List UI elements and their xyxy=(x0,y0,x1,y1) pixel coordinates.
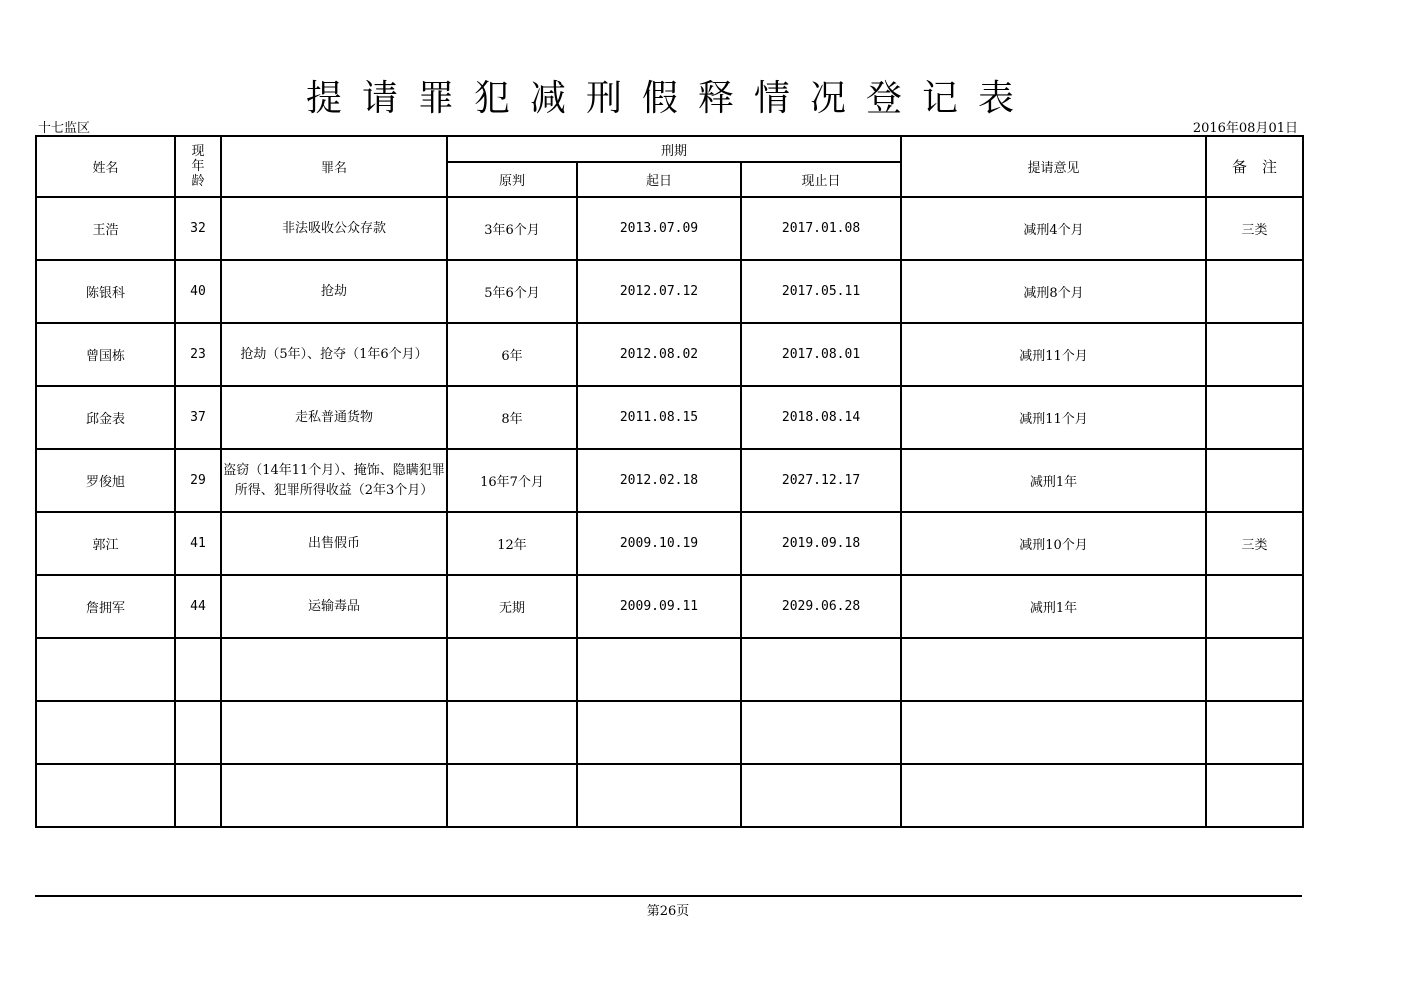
cell-note xyxy=(1206,764,1303,827)
cell-note xyxy=(1206,575,1303,638)
cell-end: 2017.08.01 xyxy=(741,323,901,386)
cell-name: 陈银科 xyxy=(36,260,175,323)
table-row xyxy=(36,260,1303,323)
prison-unit: 十七监区 xyxy=(38,121,91,136)
header-note: 备 注 xyxy=(1206,136,1303,197)
cell-age xyxy=(175,638,221,701)
cell-note xyxy=(1206,386,1303,449)
cell-original xyxy=(447,701,577,764)
cell-crime: 出售假币 xyxy=(221,512,447,575)
cell-original: 8年 xyxy=(447,386,577,449)
cell-end: 2019.09.18 xyxy=(741,512,901,575)
cell-opinion: 减刑11个月 xyxy=(901,386,1206,449)
header-age xyxy=(175,136,221,197)
cell-end: 2017.05.11 xyxy=(741,260,901,323)
cell-original: 无期 xyxy=(447,575,577,638)
cell-original xyxy=(447,638,577,701)
cell-name: 郭江 xyxy=(36,512,175,575)
table-row xyxy=(36,512,1303,575)
cell-start: 2009.10.19 xyxy=(577,512,741,575)
cell-age: 29 xyxy=(175,449,221,512)
cell-opinion xyxy=(901,764,1206,827)
table-row xyxy=(36,764,1303,827)
cell-crime: 运输毒品 xyxy=(221,575,447,638)
cell-opinion: 减刑1年 xyxy=(901,449,1206,512)
cell-original xyxy=(447,764,577,827)
cell-crime xyxy=(221,701,447,764)
cell-note xyxy=(1206,638,1303,701)
table-row xyxy=(36,323,1303,386)
cell-opinion: 减刑10个月 xyxy=(901,512,1206,575)
cell-original: 5年6个月 xyxy=(447,260,577,323)
table-row xyxy=(36,386,1303,449)
cell-crime: 抢劫 xyxy=(221,260,447,323)
cell-opinion: 减刑8个月 xyxy=(901,260,1206,323)
cell-opinion: 减刑11个月 xyxy=(901,323,1206,386)
header-opinion: 提请意见 xyxy=(901,136,1206,197)
cell-start xyxy=(577,764,741,827)
cell-crime: 非法吸收公众存款 xyxy=(221,197,447,260)
cell-crime: 抢劫（5年）、抢夺（1年6个月） xyxy=(221,323,447,386)
cell-original: 3年6个月 xyxy=(447,197,577,260)
header-original: 原判 xyxy=(447,162,577,197)
cell-note xyxy=(1206,701,1303,764)
header-crime: 罪名 xyxy=(221,136,447,197)
cell-opinion xyxy=(901,638,1206,701)
cell-start: 2012.02.18 xyxy=(577,449,741,512)
cell-start: 2009.09.11 xyxy=(577,575,741,638)
cell-crime xyxy=(221,638,447,701)
table-row xyxy=(36,449,1303,512)
cell-name: 王浩 xyxy=(36,197,175,260)
registration-date: 2016年08月01日 xyxy=(1192,121,1298,136)
cell-opinion xyxy=(901,701,1206,764)
cell-name: 曾国栋 xyxy=(36,323,175,386)
cell-age: 41 xyxy=(175,512,221,575)
header-age-text: 现年龄 xyxy=(191,144,205,189)
cell-end: 2017.01.08 xyxy=(741,197,901,260)
cell-crime: 走私普通货物 xyxy=(221,386,447,449)
cell-end xyxy=(741,638,901,701)
cell-end: 2018.08.14 xyxy=(741,386,901,449)
cell-age: 37 xyxy=(175,386,221,449)
cell-start: 2011.08.15 xyxy=(577,386,741,449)
table-row xyxy=(36,701,1303,764)
cell-age xyxy=(175,701,221,764)
cell-start: 2013.07.09 xyxy=(577,197,741,260)
cell-name: 罗俊旭 xyxy=(36,449,175,512)
header-row-1 xyxy=(36,136,1303,162)
cell-start: 2012.07.12 xyxy=(577,260,741,323)
cell-name xyxy=(36,701,175,764)
cell-note: 三类 xyxy=(1206,197,1303,260)
cell-end xyxy=(741,701,901,764)
cell-name xyxy=(36,764,175,827)
page-number: 第26页 xyxy=(646,904,690,919)
cell-age: 44 xyxy=(175,575,221,638)
cell-crime xyxy=(221,764,447,827)
cell-crime: 盗窃（14年11个月）、掩饰、隐瞒犯罪所得、犯罪所得收益（2年3个月） xyxy=(221,449,447,512)
cell-age: 40 xyxy=(175,260,221,323)
cell-original: 12年 xyxy=(447,512,577,575)
header-start: 起日 xyxy=(577,162,741,197)
header-sentence: 刑期 xyxy=(447,136,901,162)
cell-name: 邱金表 xyxy=(36,386,175,449)
cell-note xyxy=(1206,260,1303,323)
cell-original: 16年7个月 xyxy=(447,449,577,512)
cell-start xyxy=(577,701,741,764)
cell-age: 23 xyxy=(175,323,221,386)
document-title: 提请罪犯减刑假释情况登记表 xyxy=(305,78,1034,119)
registration-table xyxy=(35,135,1304,828)
cell-name: 詹拥军 xyxy=(36,575,175,638)
cell-start: 2012.08.02 xyxy=(577,323,741,386)
cell-opinion: 减刑4个月 xyxy=(901,197,1206,260)
header-end: 现止日 xyxy=(741,162,901,197)
cell-original: 6年 xyxy=(447,323,577,386)
header-name: 姓名 xyxy=(36,136,175,197)
cell-age xyxy=(175,764,221,827)
table-row xyxy=(36,575,1303,638)
cell-end: 2029.06.28 xyxy=(741,575,901,638)
table-row xyxy=(36,197,1303,260)
footer-rule xyxy=(35,895,1302,897)
cell-end xyxy=(741,764,901,827)
cell-opinion: 减刑1年 xyxy=(901,575,1206,638)
cell-age: 32 xyxy=(175,197,221,260)
cell-note xyxy=(1206,449,1303,512)
table-row xyxy=(36,638,1303,701)
cell-name xyxy=(36,638,175,701)
cell-end: 2027.12.17 xyxy=(741,449,901,512)
cell-note xyxy=(1206,323,1303,386)
cell-start xyxy=(577,638,741,701)
cell-note: 三类 xyxy=(1206,512,1303,575)
